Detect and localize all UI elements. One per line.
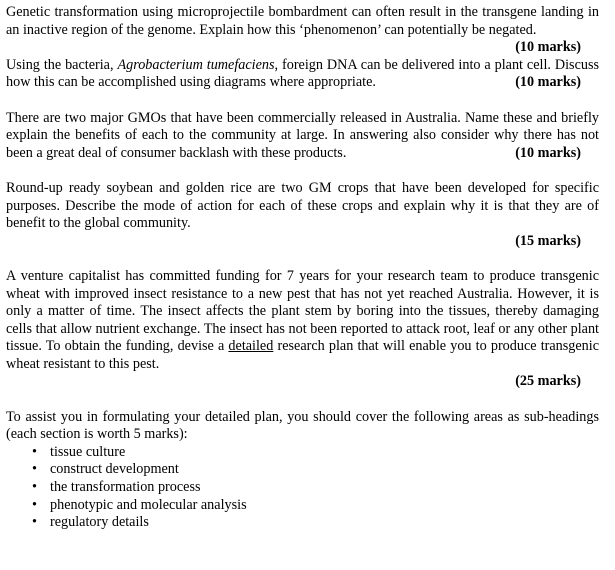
list-item-label: regulatory details xyxy=(50,514,149,531)
bullet-icon: • xyxy=(32,461,37,478)
bullet-icon: • xyxy=(32,514,37,531)
question-4 xyxy=(6,180,599,250)
bullet-icon: • xyxy=(32,496,37,513)
plan-topic-list xyxy=(6,444,599,532)
question-2 xyxy=(6,57,599,92)
plan-section xyxy=(6,409,599,532)
question-1-marks: (10 marks) xyxy=(515,39,581,56)
list-item-label: phenotypic and molecular analysis xyxy=(50,496,247,513)
list-item xyxy=(32,444,599,462)
question-3-marks: (10 marks) xyxy=(515,144,581,161)
list-item-label: the transformation process xyxy=(50,479,201,496)
assignment-document xyxy=(6,4,599,532)
bullet-icon: • xyxy=(32,479,37,496)
question-5-text-after: research plan that will enable you to produce transgenic wheat resistant to this pest. xyxy=(6,338,599,372)
question-2-species-name: Agrobacterium tumefaciens xyxy=(117,56,275,73)
question-1-text: Genetic transformation using microprojectile bombardment can often result in the transgene landing in an inactive region of the genome. Explain how this ‘phenomenon’ can potentially be negated. xyxy=(6,4,599,38)
question-5-text-before: A venture capitalist has committed funding for 7 years for your research team to produce transgenic wheat with improved insect resistance to a new pest that has not yet reached Australia. However, it is only a matter of time. The insect affects the plant stem by boring into the tissues, thereby damaging cells that allow nutrient exchange. The insect has not been reported to attack root, leaf or any other plant tissue. To obtain the funding, devise a xyxy=(6,267,599,355)
question-2-text-after: , foreign DNA can be delivered into a plant cell. Discuss how this can be accomplished using diagrams where appropriate. xyxy=(6,56,600,91)
question-4-marks: (15 marks) xyxy=(515,232,581,249)
question-3-text: There are two major GMOs that have been commercially released in Australia. Name these and briefly explain the benefits of each to the community at large. In answering also consider why there has not been a great deal of consumer backlash with these products. xyxy=(6,109,599,161)
question-3 xyxy=(6,110,599,163)
bullet-icon: • xyxy=(32,443,37,460)
list-item xyxy=(32,497,599,515)
question-5 xyxy=(6,268,599,391)
question-5-underlined-word: detailed xyxy=(228,338,274,355)
question-1 xyxy=(6,4,599,56)
question-2-text-before: Using the bacteria, xyxy=(6,56,118,73)
list-item-label: tissue culture xyxy=(50,443,126,460)
plan-intro: To assist you in formulating your detailed plan, you should cover the following areas as sub-headings (each section is worth 5 marks): xyxy=(6,408,599,443)
list-item-label: construct development xyxy=(50,461,179,478)
question-2-marks: (10 marks) xyxy=(515,74,581,91)
list-item xyxy=(32,461,599,479)
list-item xyxy=(32,514,599,532)
question-4-text: Round-up ready soybean and golden rice are two GM crops that have been developed for specific purposes. Describe the mode of action for each of these crops and explain why it is that they are of benefit to the global community. xyxy=(6,179,599,232)
list-item xyxy=(32,479,599,497)
question-5-marks: (25 marks) xyxy=(515,373,581,390)
